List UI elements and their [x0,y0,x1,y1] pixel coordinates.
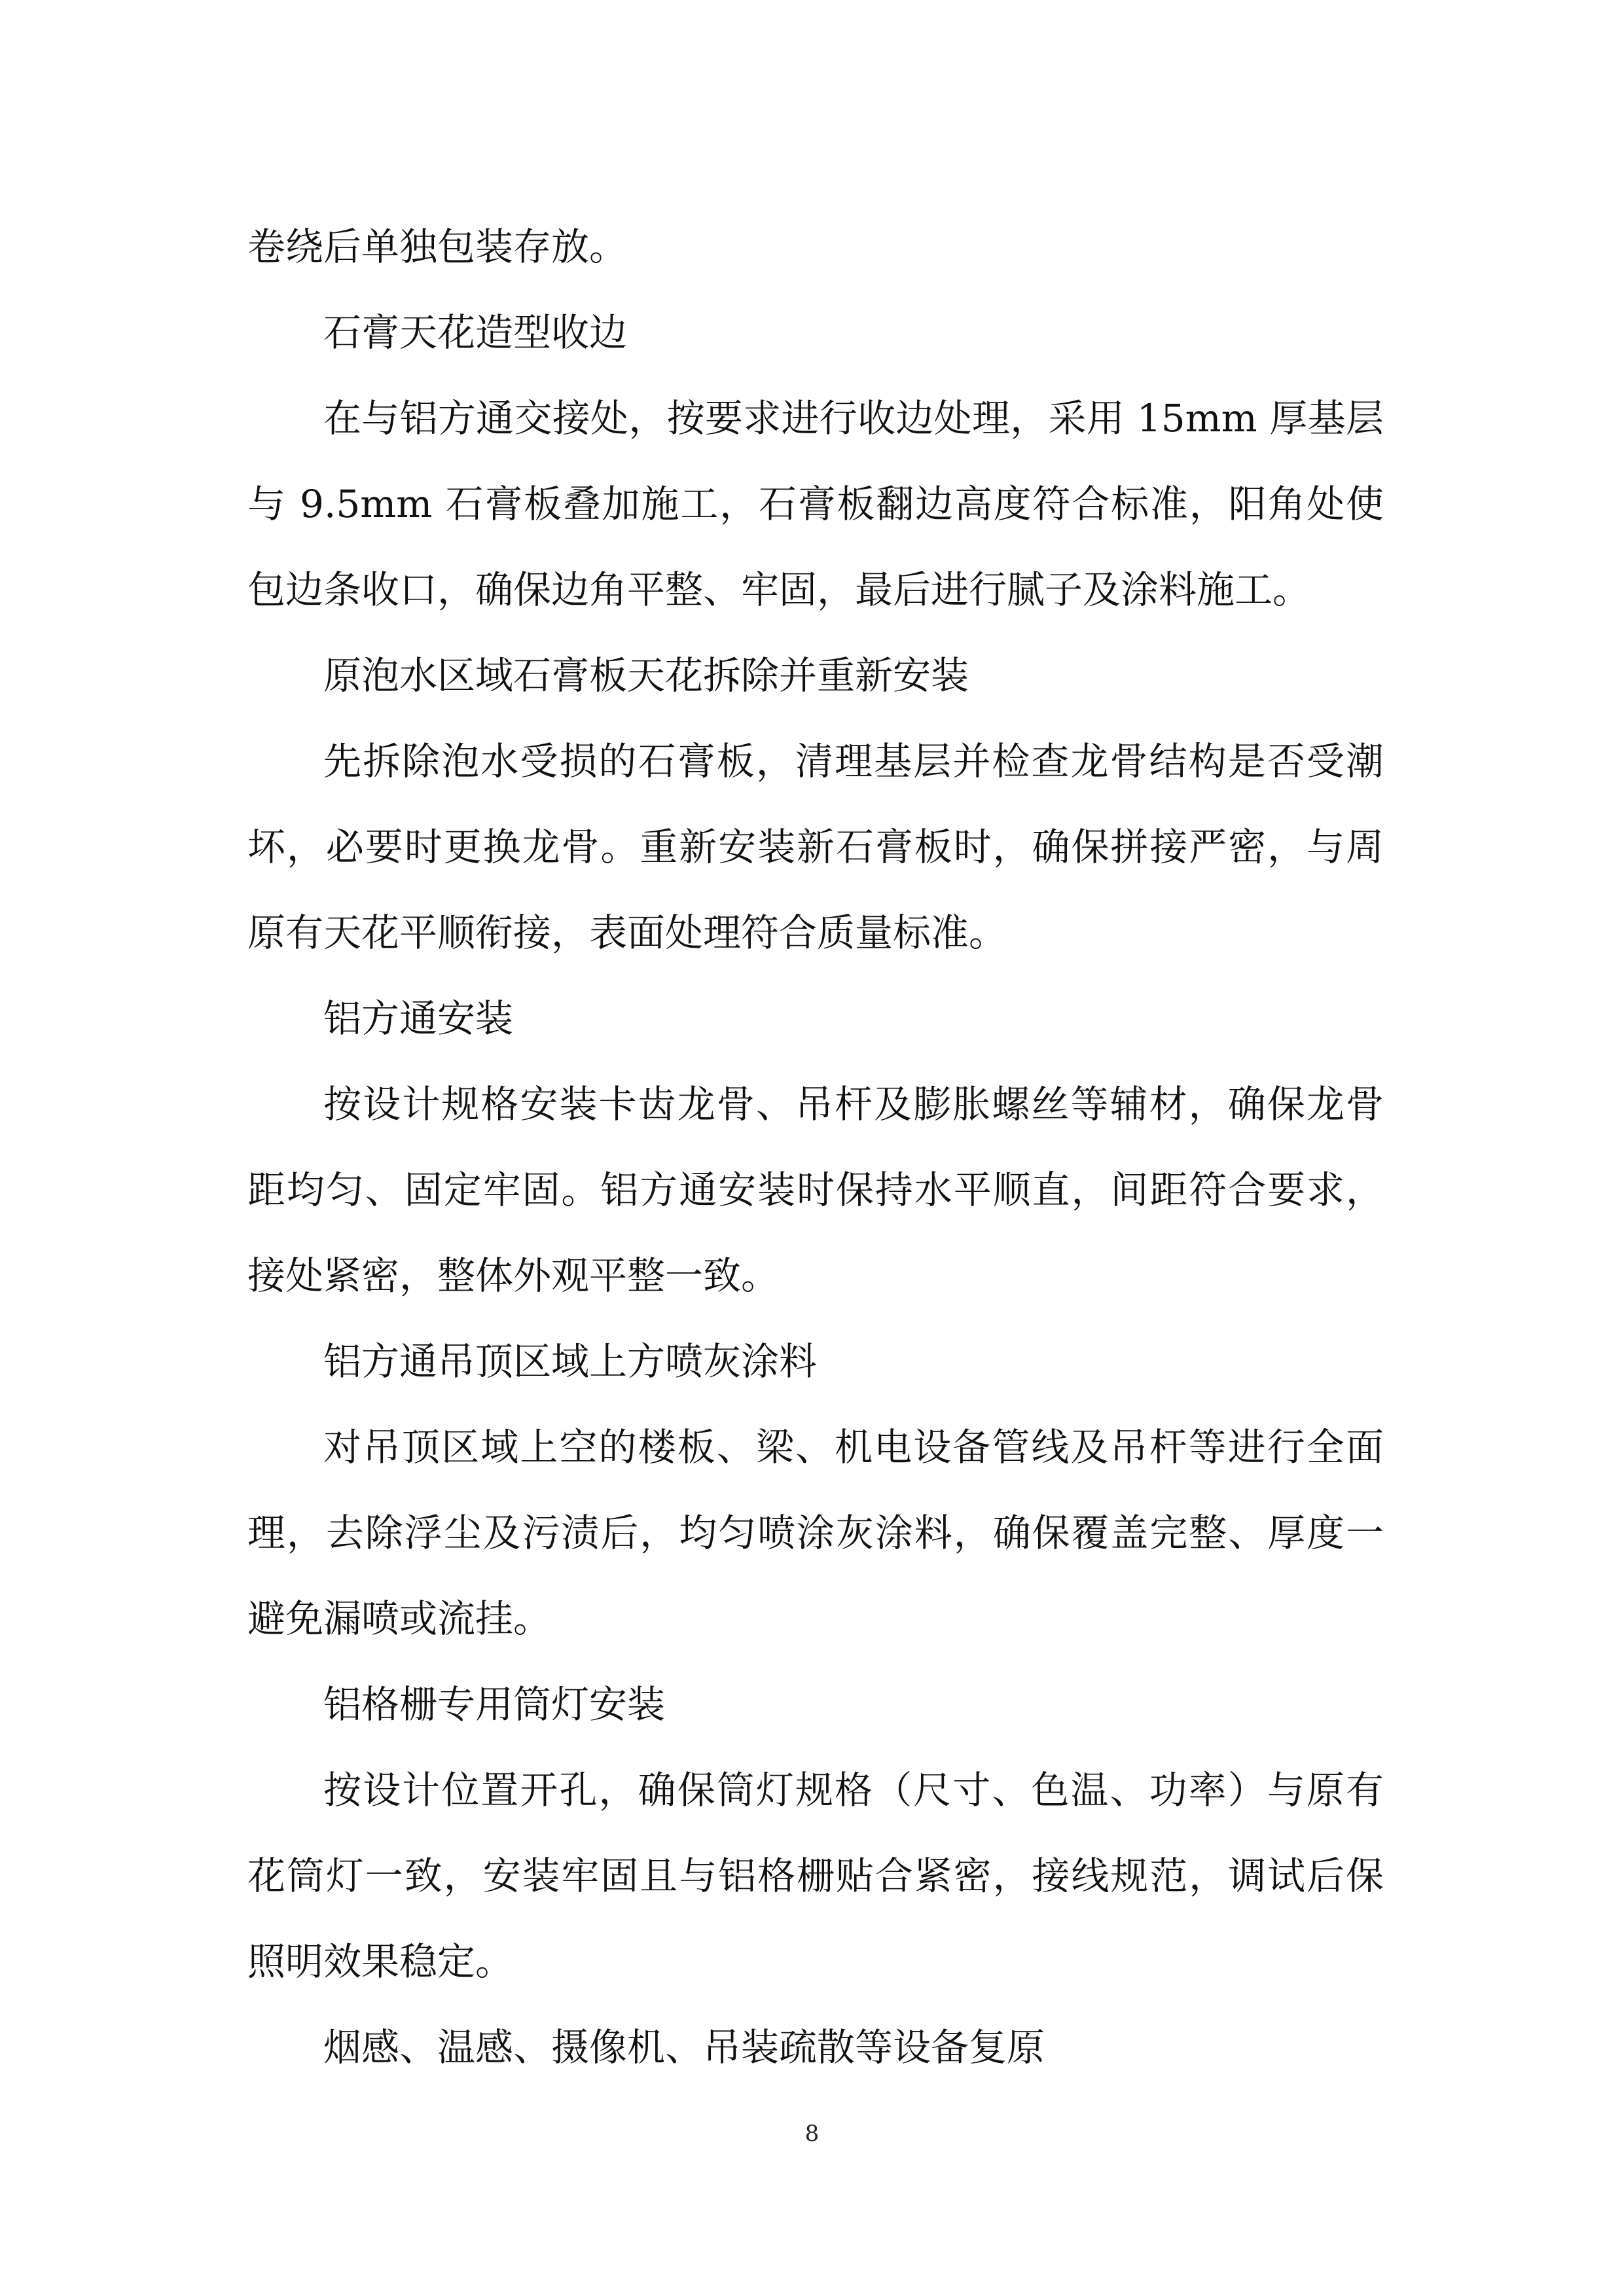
text-line: 按设计位置开孔，确保筒灯规格（尺寸、色温、功率）与原有 [323,1768,1384,1812]
text-line: 石膏天花造型收边 [323,310,628,355]
text-line: 接处紧密，整体外观平整一致。 [247,1253,780,1298]
text-line: 避免漏喷或流挂。 [247,1596,552,1641]
text-line: 铝方通吊顶区域上方喷灰涂料 [323,1339,818,1384]
text-line: 原有天花平顺衔接，表面处理符合质量标准。 [247,910,1007,955]
text-line: 在与铝方通交接处，按要求进行收边处理，采用 15mm 厚基层 [323,396,1384,440]
text-line: 卷绕后单独包装存放。 [247,224,628,269]
page-body [247,204,1384,2090]
text-line: 包边条收口，确保边角平整、牢固，最后进行腻子及涂料施工。 [247,567,1311,612]
text-line: 铝方通安装 [323,996,514,1041]
text-line: 铝格栅专用筒灯安装 [323,1682,666,1727]
text-line: 与 9.5mm 石膏板叠加施工，石膏板翻边高度符合标准，阳角处使 [247,482,1384,526]
text-line: 距均匀、固定牢固。铝方通安装时保持水平顺直，间距符合要求， [247,1168,1384,1212]
text-line: 按设计规格安装卡齿龙骨、吊杆及膨胀螺丝等辅材，确保龙骨 [323,1082,1384,1126]
text-line: 坏，必要时更换龙骨。重新安装新石膏板时，确保拼接严密，与周 [247,825,1384,869]
page-number: 8 [804,2121,820,2147]
text-line: 先拆除泡水受损的石膏板，清理基层并检查龙骨结构是否受潮 [323,739,1384,783]
text-line: 花筒灯一致，安装牢固且与铝格栅贴合紧密，接线规范，调试后保 [247,1854,1384,1898]
text-line: 理，去除浮尘及污渍后，均匀喷涂灰涂料，确保覆盖完整、厚度一 [247,1511,1384,1555]
text-line: 对吊顶区域上空的楼板、梁、机电设备管线及吊杆等进行全面 [323,1425,1384,1469]
text-line: 照明效果稳定。 [247,1939,514,1984]
text-line: 烟感、温感、摄像机、吊装疏散等设备复原 [323,2025,1045,2070]
text-line: 原泡水区域石膏板天花拆除并重新安装 [323,653,969,698]
